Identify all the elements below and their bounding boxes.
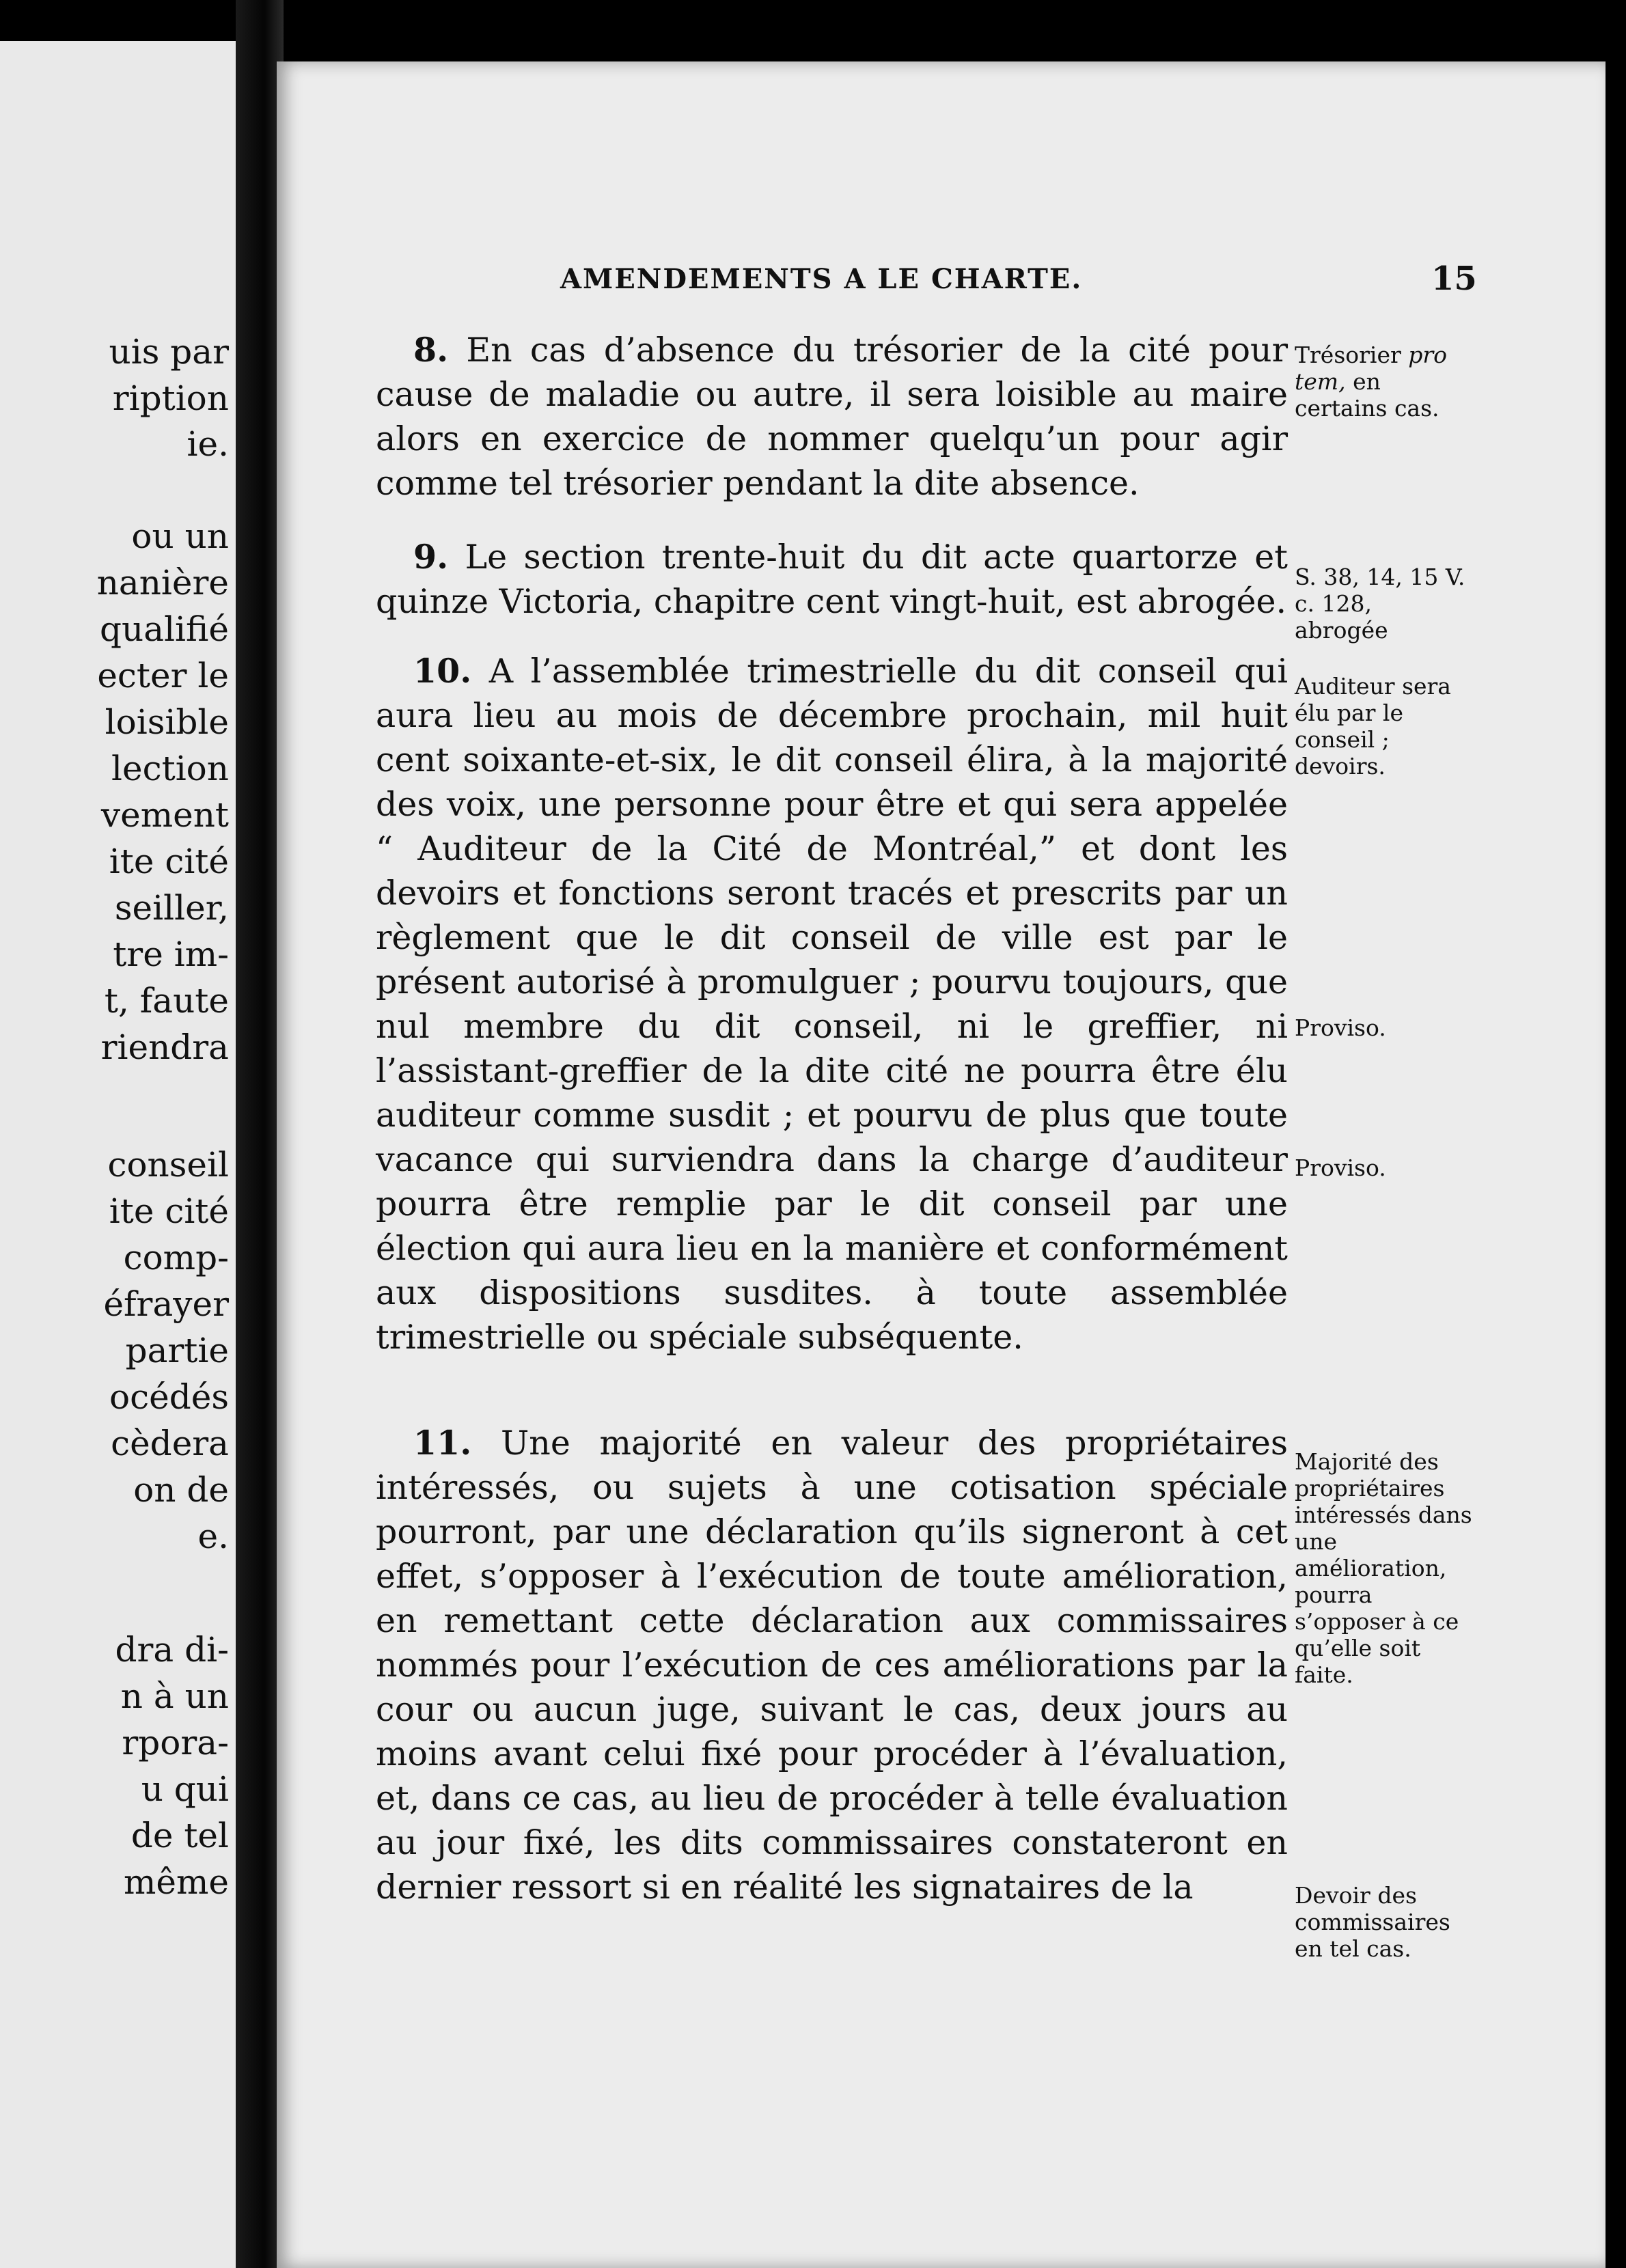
left-line: océdés bbox=[109, 1377, 229, 1417]
left-line: rpora- bbox=[122, 1723, 229, 1762]
left-line: tre im- bbox=[113, 935, 229, 974]
left-line: vement bbox=[100, 795, 229, 835]
left-line: de tel bbox=[130, 1816, 229, 1855]
left-line: u qui bbox=[141, 1769, 229, 1809]
margin-note-part: Trésorier bbox=[1295, 342, 1409, 368]
section-number: 9. bbox=[413, 537, 449, 577]
left-line: uis par bbox=[109, 332, 229, 372]
page-number: 15 bbox=[1431, 260, 1477, 298]
left-line: n à un bbox=[120, 1676, 229, 1716]
left-line: même bbox=[123, 1862, 229, 1902]
left-line: ou un bbox=[131, 516, 229, 556]
left-line: seiller, bbox=[114, 888, 229, 928]
margin-note-proviso-2: Proviso. bbox=[1295, 1154, 1386, 1181]
left-line: ite cité bbox=[109, 842, 229, 881]
section-11 bbox=[376, 1421, 1288, 1909]
section-8 bbox=[376, 328, 1288, 506]
section-10 bbox=[376, 649, 1288, 1359]
margin-note-abrogee: S. 38, 14, 15 V. c. 128, abrogée bbox=[1295, 564, 1465, 644]
margin-note-italic: pro tem, bbox=[1295, 342, 1448, 395]
section-number: 10. bbox=[413, 651, 472, 691]
left-line: on de bbox=[133, 1470, 229, 1510]
left-line: qualifié bbox=[100, 609, 229, 649]
margin-note-majorite: Majorité des propriétaires intéressés dans une amélioration, pourra s’opposer à ce qu’elle soit faite. bbox=[1295, 1448, 1472, 1688]
left-line: cèdera bbox=[111, 1424, 229, 1463]
margin-note-proviso-1: Proviso. bbox=[1295, 1014, 1386, 1041]
section-text: En cas d’absence du trésorier de la cité pour cause de maladie ou autre, il sera loisible au maire alors en exercice de nommer quelqu’un pour agir comme tel trésorier pendant la dite absence. bbox=[376, 331, 1288, 503]
left-line: ite cité bbox=[109, 1191, 229, 1231]
left-line: e. bbox=[197, 1517, 229, 1556]
left-line: ecter le bbox=[97, 656, 229, 695]
section-text: A l’assemblée trimestrielle du dit conseil qui aura lieu au mois de décembre prochain, mil huit cent soixante-et-six, le dit conseil élira, à la majorité des voix, une personne pour être et qui sera appelée “ Auditeur de la Cité de Montréal,” et dont les devoirs et fonctions seront tracés et prescrits par un règlement que le dit conseil de ville est par le présent autorisé à promulguer ; pourvu toujours, que nul membre du dit conseil, ni le greffier, ni l’assistant-greffier de la dite cité ne pourra être élu auditeur comme susdit ; et pourvu de plus que toute vacance qui surviendra dans la charge d’auditeur pourra être remplie par le dit conseil par une élection qui aura lieu en la manière et conformément aux dispositions susdites. à toute assemblée trimestrielle ou spéciale subséquente. bbox=[376, 652, 1288, 1357]
left-line: comp- bbox=[123, 1238, 229, 1277]
margin-note-part: en certains cas. bbox=[1295, 368, 1439, 421]
margin-note-devoir: Devoir des commissaires en tel cas. bbox=[1295, 1882, 1450, 1962]
section-number: 8. bbox=[413, 330, 449, 370]
section-text: Une majorité en valeur des propriétaires intéressés, ou sujets à une cotisation spéciale pourront, par une déclaration qu’ils signeront à cet effet, s’opposer à l’exécution de toute amélioration, en remettant cette déclaration aux commissaires nommés pour l’exécution de ces améliorations par la cour ou aucun juge, suivant le cas, deux jours au moins avant celui fixé pour procéder à l’évaluation, et, dans ce cas, au lieu de procéder à telle évaluation au jour fixé, les dits commissaires constateront en dernier ressort si en réalité les signataires de la bbox=[376, 1424, 1288, 1907]
section-9 bbox=[376, 535, 1288, 624]
left-line: conseil bbox=[107, 1145, 229, 1185]
left-line: ription bbox=[112, 378, 229, 418]
left-line: partie bbox=[125, 1331, 229, 1370]
left-line: t, faute bbox=[104, 981, 229, 1021]
left-line: riendra bbox=[100, 1027, 229, 1067]
running-title: AMENDEMENTS A LE CHARTE. bbox=[560, 263, 1083, 295]
main-page bbox=[277, 61, 1606, 2268]
margin-note-tresorier bbox=[1295, 342, 1472, 421]
left-line: éfrayer bbox=[103, 1284, 229, 1324]
margin-note-auditeur: Auditeur sera élu par le conseil ; devoirs. bbox=[1295, 673, 1451, 779]
left-line: dra di- bbox=[115, 1630, 229, 1670]
section-number: 11. bbox=[413, 1423, 472, 1463]
left-line: lection bbox=[111, 749, 229, 788]
left-facing-page bbox=[0, 41, 236, 2268]
left-line: nanière bbox=[96, 563, 229, 603]
left-line: ie. bbox=[187, 424, 229, 464]
left-line: loisible bbox=[105, 702, 229, 742]
section-text: Le section trente-huit du dit acte quartorze et quinze Victoria, chapitre cent vingt-huit, est abrogée. bbox=[376, 538, 1288, 621]
